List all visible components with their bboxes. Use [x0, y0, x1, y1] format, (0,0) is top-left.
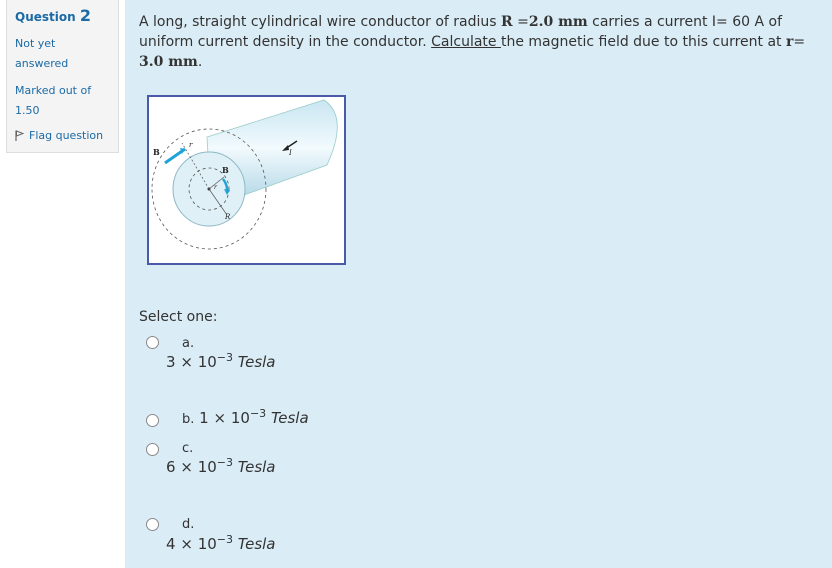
grade-line-1: Marked out of [15, 84, 92, 97]
question-text: A long, straight cylindrical wire conductor of radius R =2.0 mm carries a current I= 60 A of uniform current density in the conductor. Calculate the magnetic field due to this current at r= 3.0 mm. [139, 14, 806, 70]
flag-label: Flag question [29, 129, 104, 142]
question-grade [15, 81, 115, 121]
conductor-figure [147, 95, 346, 265]
question-formulation [125, 0, 832, 568]
option-d-radio[interactable] [146, 518, 159, 531]
flag-question-link[interactable] [15, 129, 103, 142]
select-one-prompt: Select one: [139, 309, 218, 325]
figure-label-outer-r: r [189, 141, 193, 149]
option-a-answer[interactable]: $3 \times 10^{-3}$ Tesla [166, 351, 276, 371]
figure-label-inner-r: r [214, 184, 217, 191]
question-state [15, 34, 115, 74]
cylinder-diagram [149, 97, 344, 263]
flag-icon [15, 130, 24, 141]
option-c-answer[interactable]: $6 \times 10^{-3}$ Tesla [166, 456, 276, 476]
option-c-letter: c. [182, 441, 194, 456]
option-a-radio[interactable] [146, 336, 159, 349]
figure-label-radius: R [225, 213, 231, 221]
grade-line-2: 1.50 [15, 104, 40, 117]
state-line-2: answered [15, 57, 69, 70]
question-number-value: 2 [79, 6, 91, 25]
figure-label-outer-b: B [153, 147, 160, 157]
option-d-letter: d. [182, 517, 195, 532]
question-number [15, 6, 91, 25]
option-d-answer[interactable]: $4 \times 10^{-3}$ Tesla [166, 533, 276, 553]
figure-label-current: I [289, 149, 292, 157]
question-word: Question [15, 10, 76, 24]
state-line-1: Not yet [15, 37, 56, 50]
option-b-radio[interactable] [146, 414, 159, 427]
option-c-radio[interactable] [146, 443, 159, 456]
question-info-panel [6, 0, 119, 153]
option-b-answer[interactable]: b. $1 \times 10^{-3}$ Tesla [182, 407, 309, 427]
option-a-letter: a. [182, 336, 195, 351]
figure-label-inner-b: B [222, 165, 229, 175]
